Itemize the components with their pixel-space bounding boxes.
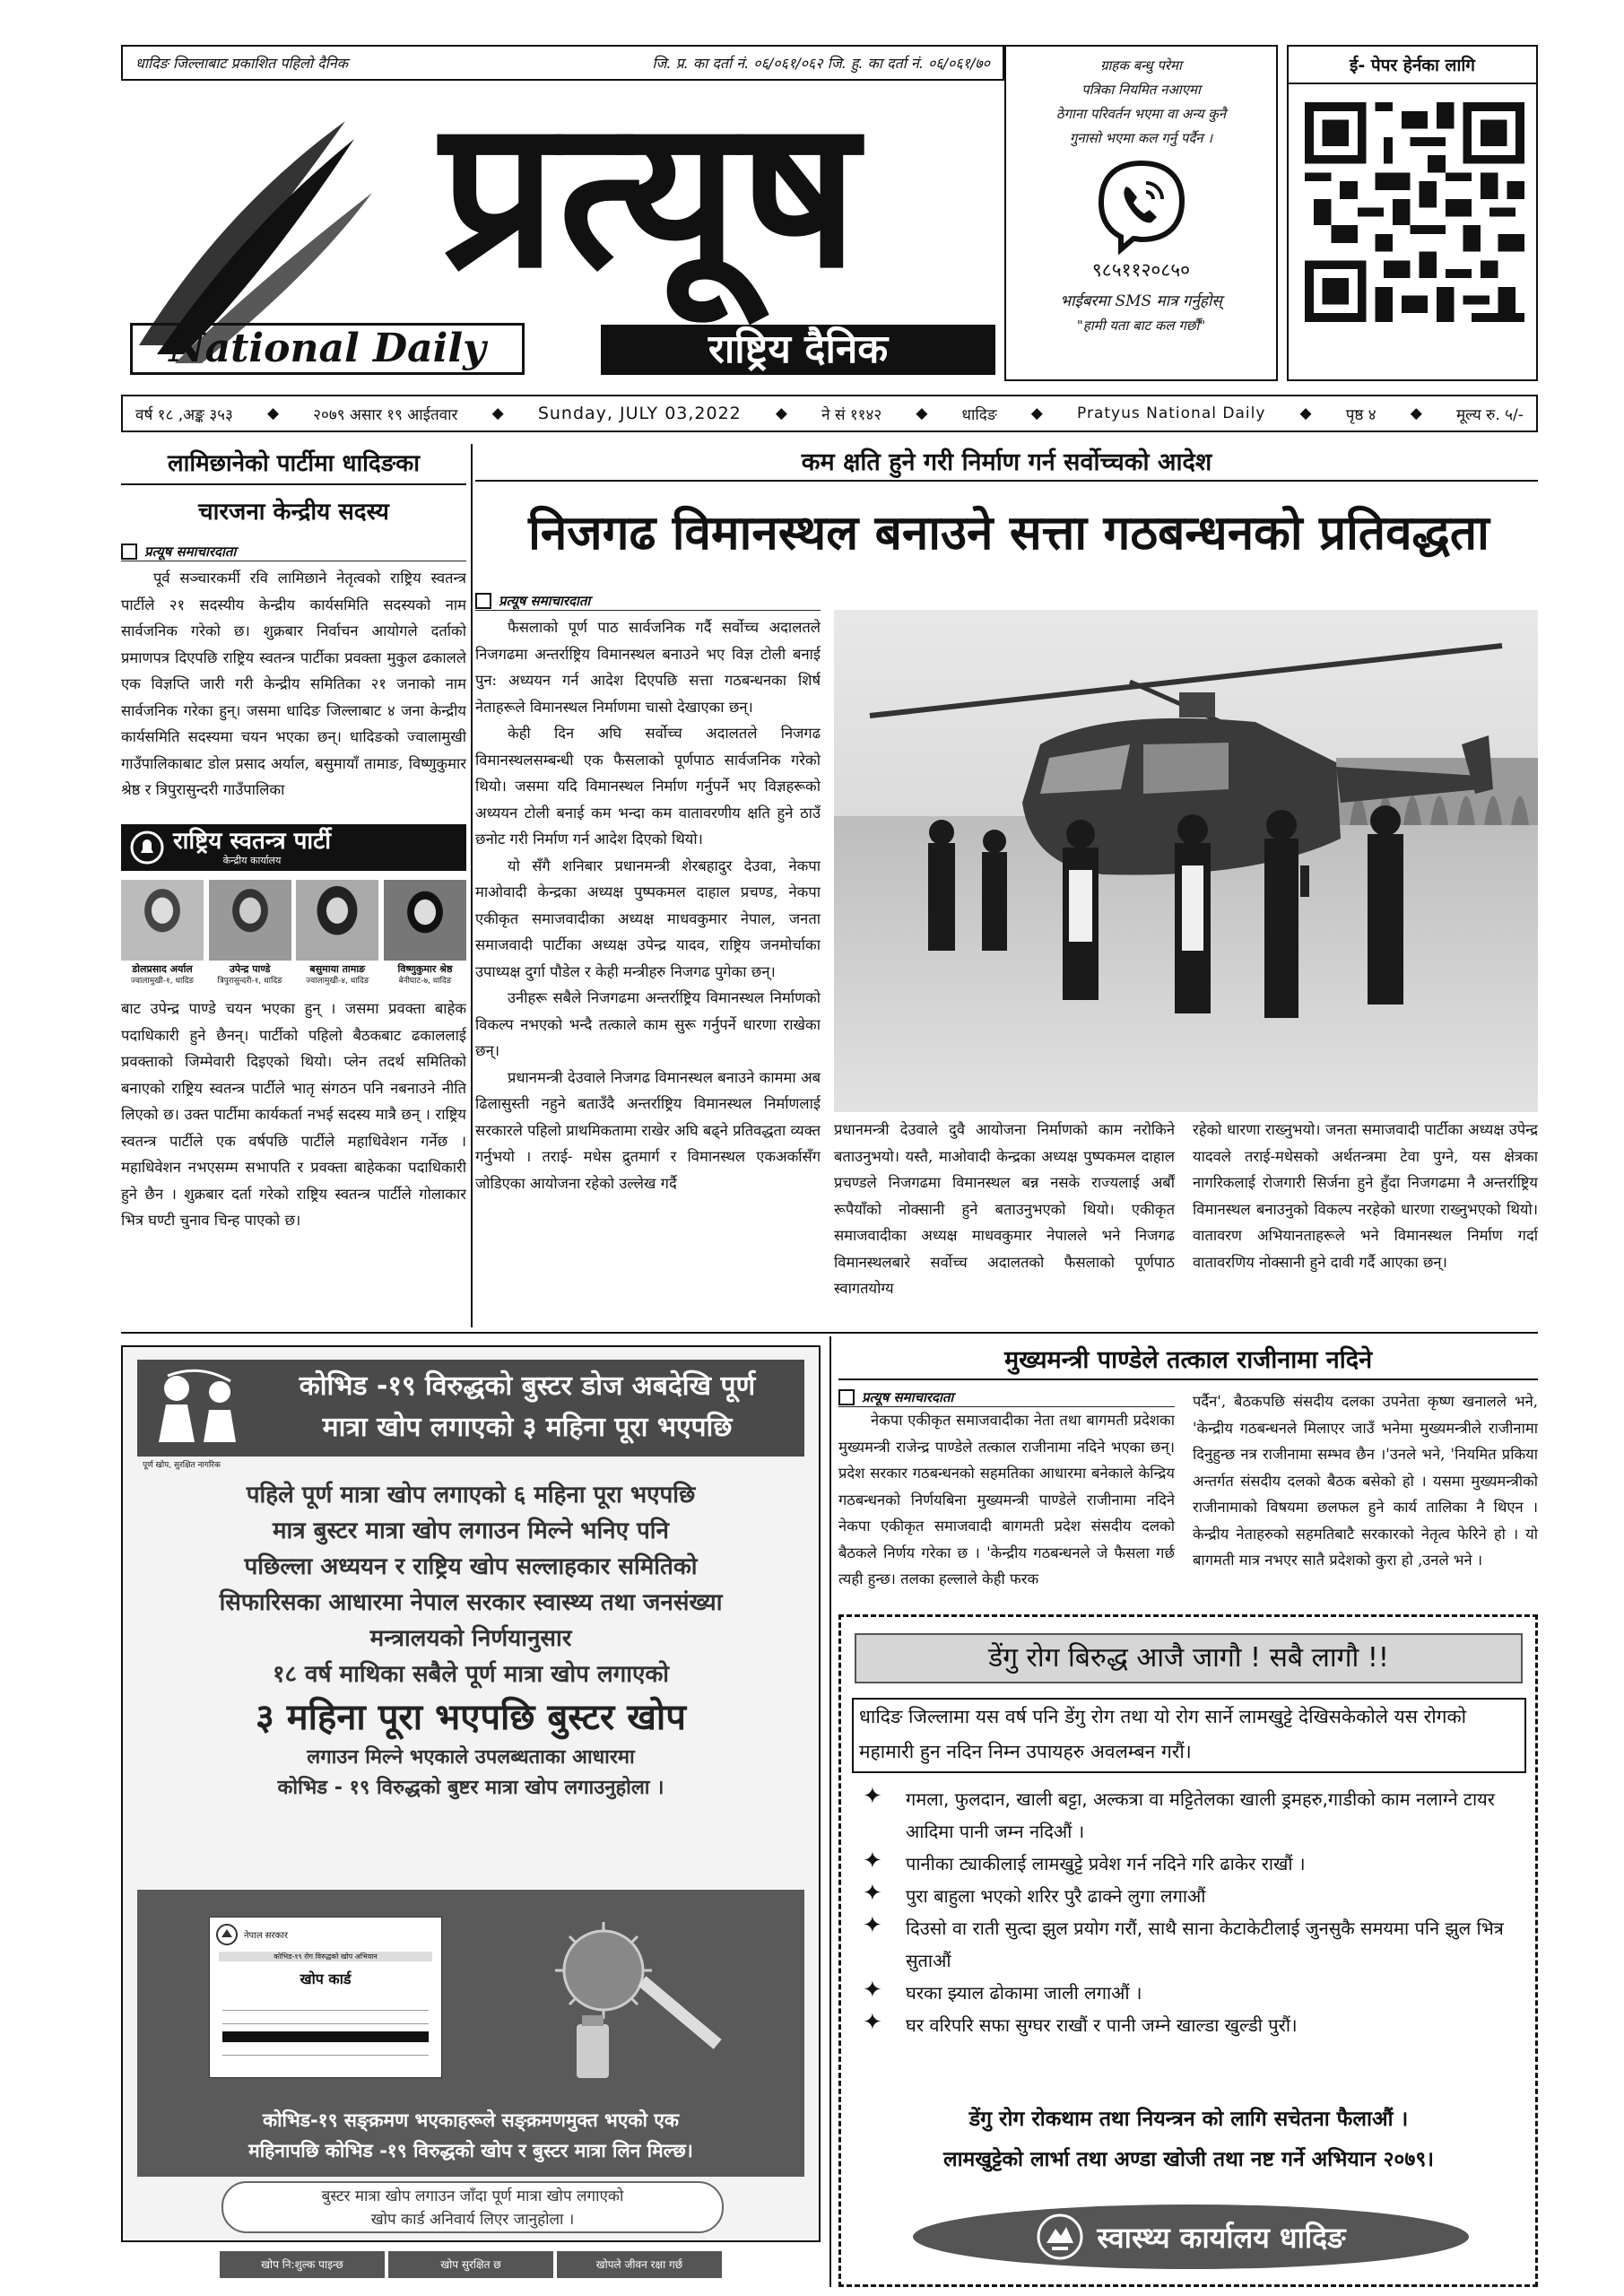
covid-title-1: कोभिड -१९ विरुद्धको बुस्टर डोज अबदेखि पूर्ण [299, 1370, 756, 1402]
dengue-closing-2: लामखुट्टेको लार्भा तथा अण्डा खोजी तथा नष्ट गर्ने अभियान २०७९। [942, 2148, 1435, 2171]
lead-para: प्रधानमन्त्री देउवाले दुवै आयोजना निर्माणको काम नरोकिने बताउनुभयो। यस्तै, माओवादी केन्द्रका अध्यक्ष पुष्पकमल दाहाल प्रचण्डले निजगढमा विमानस्थल बन्न नसके राज्यलाई अर्बौं रूपैयाँको नोक्सानी हुने बताउनुभएको थियो। एकीकृत समाजवादीका अध्यक्ष माधवकुमार नेपालले भने निजगढ विमानस्थलबारे सर्वोच्च अदालतको फैसलाको पूर्णपाठ स्वागतयोग्य [834, 1121, 1175, 1297]
covid-dark-line: कोभिड-१९ सङ्क्रमण भएकाहरूले सङ्क्रमणमुक्त भएको एक [262, 2109, 680, 2131]
lead-credit [475, 592, 821, 611]
covid-body [137, 1477, 804, 1804]
subscriber-notice-box [1004, 45, 1278, 381]
national-daily-box [130, 323, 525, 375]
dengue-item [863, 1912, 1522, 1977]
person-card [296, 880, 378, 987]
diamond-icon: ◆ [1299, 404, 1312, 422]
diamond-icon: ◆ [1410, 404, 1422, 422]
covid-note-line: खोप कार्ड अनिवार्य लिएर जानुहोला । [370, 2211, 575, 2229]
dengue-item-text: घरका झ्याल ढोकामा जाली लगाऔं । [906, 1982, 1142, 2004]
cm-para: पर्दैन', बैठकपछि संसदीय दलका उपनेता कृष्ण खनालले भने, 'केन्द्रीय गठबन्धनले मिलाएर जाउँ भनेमा मुख्यमन्त्रीले राजीनामा दिनुहुन्छ नत्र राजीनामा सम्भव छैन ।'उनले भने, 'नियमित प्रकिया अन्तर्गत संसदीय दलको बैठक बसेको हो । यसमा मुख्यमन्त्रीको राजीनामाको विषयमा छलफल हुने कार्य तालिका नै थिएन । केन्द्रीय नेताहरुको सहमतिबाटै सरकारको नेतृत्व फेरिने हो । यो बागमती मात्र नभएर सातै प्रदेशको कुरा हो ,उनले भने । [1193, 1393, 1538, 1569]
covid-sub-line: लगाउन मिल्ने भएकाले उपलब्धताका आधारमा [307, 1746, 635, 1769]
left-para: पूर्व सञ्चारकर्मी रवि लामिछाने नेतृत्वको राष्ट्रिय स्वतन्त्र पार्टीले २१ सदस्यीय केन्द्रीय कार्यसमिति सदस्यको नाम सार्वजनिक गरेको छ। शुक्रबार निर्वाचन आयोगले दर्ताको प्रमाणपत्र दिएपछि राष्ट्रिय स्वतन्त्र पार्टीका प्रवक्ता मुकुल ढकालले एक विज्ञप्ति जारी गरी केन्द्रीय समितिका २१ जनाको नाम सार्वजनिक गरेका हुन्। जसमा धादिङ जिल्लाबाट ४ जना केन्द्रीय कार्यसमिति सदस्यमा चयन भएका छन्। धादिङको ज्वालामुखी गाउँपालिकाबाट डोल प्रसाद अर्याल, बसुमायाँ तामाङ, विष्णुकुमार श्रेष्ठ र त्रिपुरासुन्दरी गाउँपालिका [121, 570, 466, 798]
notice-line: गुनासो भएमा कल गर्नु पर्दैन । [1069, 130, 1213, 146]
dengue-item [863, 1977, 1522, 2009]
cross-bullet-icon: ✦ [863, 1783, 882, 1810]
virus-syringe-icon [523, 1908, 756, 2087]
party-banner-sub: केन्द्रीय कार्यालय [222, 855, 282, 866]
cm-para: नेकपा एकीकृत समाजवादीका नेता तथा बागमती प्रदेशका मुख्यमन्त्री राजेन्द्र पाण्डेले तत्काल राजीनामा नदिने भएका छन्।प्रदेश सरकार गठबन्धनको सहमतिका आधारमा बनेकाले केन्द्रिय गठबन्धनको निर्णयबिना मुख्यमन्त्री पाण्डेले राजीनामा नदिने नेकपा एकीकृत समाजवादी बागमती प्रदेश संसदीय दलको बैठकले निर्णय गरेका छ । 'केन्द्रीय गठबन्धनले जे फैसला गर्छ त्यही हुन्छ। तलका हल्लाले केही फरक [838, 1412, 1175, 1587]
covid-body-line: पछिल्ला अध्ययन र राष्ट्रिय खोप सल्लाहकार समितिको [244, 1553, 698, 1580]
lead-para: फैसलाको पूर्ण पाठ सार्वजनिक गर्दै सर्वोच्च अदालतले निजगढमा अन्तर्राष्ट्रिय विमानस्थल बनाउने भए विज्ञ टोली बनाई पुन: अध्ययन गर्न आदेश दिएपछि सत्ता गठबन्धनका शिर्ष नेताहरूले विमानस्थल निर्माणमा चासो देखाएका छन्। [475, 619, 821, 716]
diamond-icon: ◆ [916, 404, 928, 422]
party-banner-title: राष्ट्रिय स्वतन्त्र पार्टी [173, 828, 332, 855]
column-divider [829, 1336, 831, 2287]
date-english: Sunday, JULY 03,2022 [537, 404, 742, 423]
diamond-icon: ◆ [775, 404, 787, 422]
covid-tags [220, 2251, 722, 2278]
cm-headline: मुख्यमन्त्री पाण्डेले तत्काल राजीनामा नदिने [838, 1341, 1538, 1380]
dengue-item [863, 1783, 1522, 1848]
health-office-name: स्वास्थ्य कार्यालय धादिङ [1097, 2220, 1346, 2255]
covid-tag: खोपले जीवन रक्षा गर्छ [557, 2251, 722, 2278]
people-row [121, 880, 466, 987]
viber-quote: "हामी यता बाट कल गर्छौं" [1076, 317, 1206, 334]
credit-text: प्रत्यूष समाचारदाता [499, 593, 591, 609]
health-office-banner [913, 2205, 1469, 2269]
lead-col-3 [1193, 1117, 1538, 1327]
reg-number: ने सं ११४२ [821, 405, 882, 424]
person-card [384, 880, 466, 987]
vaccine-card [209, 1917, 442, 2078]
covid-dark-text [137, 2105, 804, 2166]
person-place: ज्वालामुखी-१, धादिङ [130, 977, 195, 986]
price: मूल्य रु. ५/- [1455, 405, 1524, 424]
column-divider [471, 444, 473, 1327]
subtitle-en: National Daily [169, 326, 486, 371]
person-name: उपेन्द्र पाण्डे [229, 963, 271, 975]
party-bell-icon [130, 831, 164, 865]
diamond-icon: ◆ [1030, 404, 1043, 422]
nepal-emblem-icon [215, 1923, 239, 1946]
left-body-2 [121, 996, 466, 1292]
left-body-1 [121, 565, 466, 821]
left-credit [121, 543, 466, 561]
cross-bullet-icon: ✦ [863, 1880, 882, 1907]
cm-col-1-text [838, 1407, 1175, 1606]
paper-name: Pratyus National Daily [1077, 404, 1266, 422]
dengue-item [863, 1848, 1522, 1880]
epaper-box [1287, 45, 1538, 381]
dengue-item-text: गमला, फुलदान, खाली बट्टा, अल्कत्रा वा मट्टितेलका खाली ड्रमहरु,गाडीको काम नलाग्ने टायर आदिमा पानी जम्न नदिऔं । [906, 1788, 1495, 1842]
cross-bullet-icon: ✦ [863, 1848, 882, 1874]
nepal-emblem-icon [1036, 2213, 1084, 2261]
page-number: पृष्ठ ४ [1345, 405, 1376, 424]
helicopter-photo [834, 610, 1538, 1112]
person-place: ज्वालामुखी-४, धादिङ [306, 977, 369, 986]
dengue-item-text: दिउसो वा राती सुत्दा झुल प्रयोग गरौं, साथै साना केटाकेटीलाई जुनसुकै समयमा पनि झुल भित्र सुताऔं [906, 1918, 1504, 1971]
lead-col-1-text [475, 614, 821, 1327]
credit-box-icon [838, 1389, 855, 1405]
left-article [121, 444, 466, 1327]
dengue-item-text: पुरा बाहुला भएको शरिर पुरै ढाक्ने लुगा लगाऔं [906, 1885, 1206, 1907]
covid-note-line: बुस्टर मात्रा खोप लगाउन जाँदा पूर्ण मात्रा खोप लगाएको [321, 2187, 624, 2205]
dateline-bar [121, 395, 1538, 432]
covid-title-band [137, 1360, 804, 1457]
lead-col-1 [475, 592, 821, 1327]
credit-text: प्रत्यूष समाचारदाता [862, 1389, 954, 1405]
person-photo [296, 880, 378, 961]
dengue-title: डेंगु रोग बिरुद्ध आजै जागौ ! सबै लागौ !! [855, 1633, 1523, 1683]
dengue-item [863, 2009, 1522, 2041]
cm-col-2 [1193, 1388, 1538, 1608]
person-photo [384, 880, 466, 961]
lead-kicker: कम क्षति हुने गरी निर्माण गर्न सर्वोच्चको आदेश [475, 444, 1538, 482]
credit-text: प्रत्यूष समाचारदाता [144, 544, 237, 560]
notice-line: पत्रिका नियमित नआएमा [1081, 82, 1201, 98]
section-divider [121, 1332, 1538, 1334]
covid-tag: खोप नि:शुल्क पाइन्छ [220, 2251, 385, 2278]
issue-number: वर्ष १८ ,अङ्क ३५३ [135, 405, 233, 424]
party-banner [121, 824, 466, 871]
dengue-item-text: घर वरिपरि सफा सुग्घर राखौं र पानी जम्ने खाल्डा खुल्डी पुरौं। [906, 2014, 1298, 2036]
place: धादिङ [961, 405, 997, 424]
dengue-item-text: पानीका ट्याकीलाई लामखुट्टे प्रवेश गर्न नदिने गरि ढाकेर राखौं । [906, 1853, 1306, 1874]
covid-dark-panel [137, 1890, 804, 2177]
dengue-list [863, 1783, 1522, 2041]
cm-col-1 [838, 1388, 1175, 1608]
person-card [121, 880, 204, 987]
covid-note [221, 2181, 724, 2233]
covid-body-line: सिफारिसका आधारमा नेपाल सरकार स्वास्थ्य तथा जनसंख्या [219, 1589, 723, 1616]
card-header-text: नेपाल सरकार [244, 1931, 288, 1941]
subtitle-np: राष्ट्रिय दैनिक [708, 326, 889, 372]
person-place: त्रिपुरासुन्दरी-१, धादिङ [217, 977, 282, 986]
covid-big-line: ३ महिना पूरा भएपछि बुस्टर खोप [255, 1697, 687, 1738]
credit-box-icon [475, 593, 491, 609]
covid-sub-line: कोभिड - १९ विरुद्धको बुष्टर मात्रा खोप लगाउनुहोला । [277, 1777, 664, 1799]
credit-box-icon [121, 544, 137, 560]
covid-ad [121, 1345, 821, 2242]
card-line: कोभिड-१९ रोग विरुद्धको खोप अभियान [219, 1952, 432, 1961]
covid-title-2: मात्रा खोप लगाएको ३ महिना पूरा भएपछि [322, 1412, 733, 1443]
epaper-label: ई- पेपर हेर्नका लागि [1289, 47, 1536, 84]
person-card [209, 880, 291, 987]
cm-credit [838, 1388, 1175, 1407]
diamond-icon: ◆ [266, 404, 280, 422]
covid-body-line: मात्र बुस्टर मात्रा खोप लगाउन मिल्ने भनिए पनि [273, 1518, 669, 1544]
covid-body-line: १८ वर्ष माथिका सबैले पूर्ण मात्रा खोप लगाएको [272, 1661, 670, 1688]
cross-bullet-icon: ✦ [863, 1912, 882, 1939]
family-icon [150, 1369, 248, 1448]
masthead [121, 45, 1004, 377]
cross-bullet-icon: ✦ [863, 2009, 882, 2036]
person-name: विष्णुकुमार श्रेष्ठ [397, 963, 453, 975]
viber-number: ९८५११२०८५० [1091, 259, 1191, 281]
notice-line: ठेगाना परिवर्तन भएमा वा अन्य कुनै [1055, 106, 1227, 122]
viber-phone-icon [1092, 156, 1191, 255]
covid-dark-line: महिनापछि कोभिड -१९ विरुद्धको खोप र बुस्टर मात्रा लिन मिल्छ। [248, 2140, 693, 2161]
dengue-closing-1: डेंगु रोग रोकथाम तथा नियन्त्रन को लागि सचेतना फैलाऔं । [968, 2108, 1409, 2131]
lead-para: केही दिन अघि सर्वोच्च अदालतले निजगढ विमानस्थलसम्बन्धी एक फैसलाको पूर्णपाठ सार्वजनिक गरेको थियो। जसमा यदि विमानस्थल निर्माण गर्नुपर्ने भए विज्ञहरूको अध्ययन टोली बनाई कम भन्दा कम वातावरणीय क्षति हुने ठाउँ छनोट गरी निर्माण गर्न आदेश दिएको थियो। [475, 725, 821, 848]
logo-text: प्रत्यूष [440, 73, 860, 313]
rashtriya-dainik-box [601, 325, 995, 375]
lead-para: प्रधानमन्त्री देउवाले निजगढ विमानस्थल बनाउने काममा अब ढिलासुस्ती नहुने बताउँदै अन्तर्राष्ट्रिय विमानस्थल निर्माणलाई सरकारले पहिलो प्राथमिकतामा राखेर अघि बढ्ने प्रतिवद्धता व्यक्त गर्नुभयो । तराई- मधेस द्रुतमार्ग र विमानस्थल एकअर्कासँग जोडिएका आयोजना रहेको उल्लेख गर्दै [475, 1068, 821, 1192]
qr-code-icon[interactable] [1305, 102, 1524, 322]
card-title: खोप कार्ड [300, 1970, 352, 1987]
notice-line: ग्राहक बन्धु परेमा [1100, 57, 1182, 74]
left-headline-2: चारजना केन्द्रीय सदस्य [198, 499, 389, 526]
diamond-icon: ◆ [491, 404, 504, 422]
strip-left-text: धादिङ जिल्लाबाट प्रकाशित पहिलो दैनिक [135, 55, 348, 72]
covid-tag: खोप सुरक्षित छ [388, 2251, 553, 2278]
covid-small-tag: पूर्ण खोप, सुरक्षित नागरिक [143, 1461, 221, 1470]
covid-body-line: पहिले पूर्ण मात्रा खोप लगाएको ६ महिना पूरा भएपछि [246, 1482, 696, 1509]
covid-body-line: मन्त्रालयको निर्णयानुसार [369, 1625, 572, 1652]
date-nepali: २०७९ असार १९ आईतवार [313, 405, 458, 424]
cross-bullet-icon: ✦ [863, 1977, 882, 2004]
dengue-notice [838, 1614, 1538, 2287]
card-rows [222, 1997, 429, 2056]
lead-para: यो सँगै शनिबार प्रधानमन्त्री शेरबहादुर देउवा, नेकपा माओवादी केन्द्रका अध्यक्ष पुष्पकमल दाहाल प्रचण्ड, नेकपा एकीकृत समाजवादीका अध्यक्ष माधवकुमार नेपाल, जनता समाजवादी पार्टीका अध्यक्ष उपेन्द्र यादव, राष्ट्रिय जनमोर्चाका उपाध्यक्ष दुर्गा पौडेल र केही मन्त्रीहरु निजगढ पुगेका छन्। [475, 857, 821, 980]
dengue-intro: धादिङ जिल्लामा यस वर्ष पनि डेंगु रोग तथा यो रोग सार्ने लामखुट्टे देखिसकेकोले यस रोगको महामारी हुन नदिन निम्न उपायहरु अवलम्बन गरौं। [852, 1698, 1526, 1773]
left-para: बाट उपेन्द्र पाण्डे चयन भएका हुन् । जसमा प्रवक्ता बाहेक पदाधिकारी हुने छैनन्। पार्टीको पहिलो बैठकबाट ढकाललाई प्रवक्ताको जिम्मेवारी दिइएको थियो। प्लेन तदर्थ समितिको बनाएको राष्ट्रिय स्वतन्त्र पार्टीले भातृ संगठन पनि नबनाउने नीति लिएको छ। उक्त पार्टीमा कार्यकर्ता नभई सदस्य मात्रै छन् । राष्ट्रिय स्वतन्त्र पार्टीले एक वर्षपछि पार्टीले महाधिवेशन गर्नेछ । महाधिवेशन नभएसम्म सभापति र प्रवक्ता बाहेकका पदाधिकारी हुने छैन । शुक्रबार दर्ता गरेको राष्ट्रिय स्वतन्त्र पार्टीले गोलाकार भित्र घण्टी चुनाव चिन्ह पाएको छ। [121, 1000, 466, 1229]
strip-right-text: जि. प्र. का दर्ता नं. ०६/०६१/०६२ जि. हु. का दर्ता नं. ०६/०६१/७० [652, 55, 990, 72]
person-photo [209, 880, 291, 961]
lead-col-2 [834, 1117, 1175, 1327]
lead-para: रहेको धारणा राख्नुभयो। जनता समाजवादी पार्टीका अध्यक्ष उपेन्द्र यादवले तराई-मधेसको अर्थतन्त्रमा टेवा पुग्ने, यस क्षेत्रका नागरिकलाई रोजगारी सिर्जना हुने हुँदा निजगढमा नै अन्तर्राष्ट्रिय विमानस्थल बनाउनुको विकल्प नरहेको धारणा राख्नुभएको थियो। वातावरण अभियानताहरूले भने विमानस्थल निर्माण गर्दा वातावरणिय नोक्सानी हुने दावी गर्दै आएका छन्। [1193, 1121, 1538, 1271]
dengue-item [863, 1880, 1522, 1912]
person-name: डोलप्रसाद अर्याल [132, 963, 193, 975]
person-name: बसुमाया तामाङ [309, 963, 366, 975]
person-photo [121, 880, 204, 961]
left-headline-1: लामिछानेको पार्टीमा धादिङका [121, 444, 466, 485]
viber-note: भाईबरमा SMS मात्र गर्नुहोस् [1060, 292, 1222, 310]
lead-headline: निजगढ विमानस्थल बनाउने सत्ता गठबन्धनको प्रतिवद्धता [528, 506, 1489, 561]
card-header [210, 1918, 441, 1952]
person-place: बेनीघाट-७, धादिङ [398, 977, 452, 986]
lead-para: उनीहरू सबैले निजगढमा अन्तर्राष्ट्रिय विमानस्थल निर्माणको विकल्प नभएको भन्दै तत्काले काम सुरू गर्नुपर्ने धारणा राखेका छन्। [475, 989, 821, 1059]
